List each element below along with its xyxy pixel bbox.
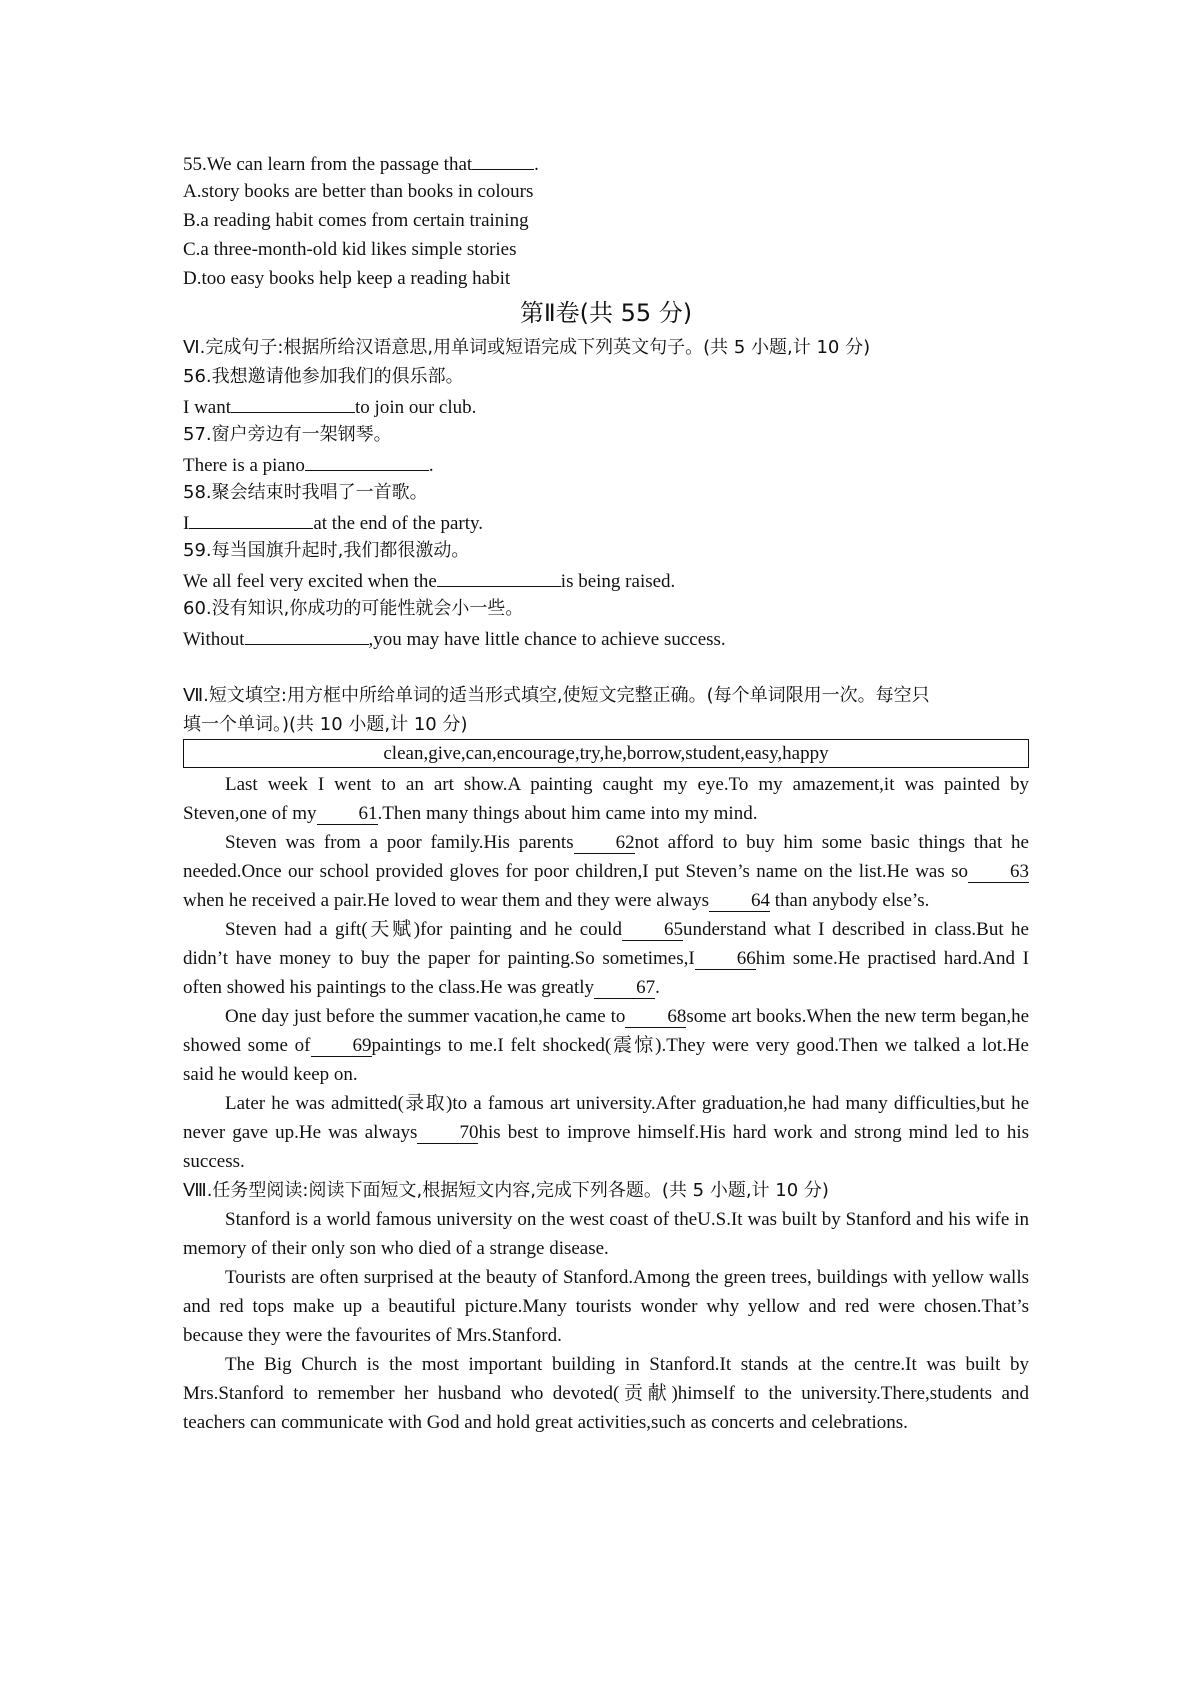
word-box: clean,give,can,encourage,try,he,borrow,student,easy,happy xyxy=(183,739,1029,768)
blank-67: 67 xyxy=(594,977,655,999)
blank-66: 66 xyxy=(695,948,756,970)
blank-64: 64 xyxy=(709,890,770,912)
blank-65: 65 xyxy=(622,919,683,941)
reading-paragraph-2: Tourists are often surprised at the beauty of Stanford.Among the green trees, buildings with yellow walls and red tops make up a beautiful picture.Many tourists wonder why yellow and red were chosen.That’s because they were the favourites of Mrs.Stanford. xyxy=(183,1267,1029,1346)
answer-blank xyxy=(231,391,355,413)
answer-blank xyxy=(472,148,534,170)
blank-68: 68 xyxy=(625,1006,686,1028)
q58-english: I at the end of the party. xyxy=(183,507,1029,536)
passage-paragraph-4: One day just before the summer vacation,he came to 68some art books.When the new term began,he showed some of 69paintings to me.I felt shocked(震惊).They were very good.Then we talked a lot.He said he would keep on. xyxy=(183,1006,1030,1085)
q56-chinese: 56.我想邀请他参加我们的俱乐部。 xyxy=(183,366,464,387)
q57-chinese: 57.窗户旁边有一架钢琴。 xyxy=(183,424,392,445)
q59-english: We all feel very excited when the is being raised. xyxy=(183,565,1029,594)
passage-paragraph-1: Last week I went to an art show.A painting caught my eye.To my amazement,it was painted by Steven,one of my 61.Then many things about him came into my mind. xyxy=(183,774,1029,824)
q55-option-b: B.a reading habit comes from certain training xyxy=(183,210,529,231)
q59-chinese: 59.每当国旗升起时,我们都很激动。 xyxy=(183,540,470,561)
blank-70: 70 xyxy=(417,1122,478,1144)
section-8-heading: Ⅷ.任务型阅读:阅读下面短文,根据短文内容,完成下列各题。(共 5 小题,计 10 分) xyxy=(183,1180,829,1201)
reading-paragraph-1: Stanford is a world famous university on the west coast of theU.S.It was built by Stanford and his wife in memory of their only son who died of a strange disease. xyxy=(183,1209,1029,1259)
q55-option-d: D.too easy books help keep a reading habit xyxy=(183,268,511,289)
passage-paragraph-3: Steven had a gift(天赋)for painting and he could 65understand what I described in class.But he didn’t have money to buy the paper for painting.So sometimes,I 66him some.He practised hard.And I often showed his paintings to the class.He was greatly 67. xyxy=(183,919,1029,998)
section-7 xyxy=(183,681,1029,1176)
question-55 xyxy=(183,148,1029,293)
section-7-heading-line-1: Ⅶ.短文填空:用方框中所给单词的适当形式填空,使短文完整正确。(每个单词限用一次。每空只 xyxy=(183,685,930,706)
section-6-heading: Ⅵ.完成句子:根据所给汉语意思,用单词或短语完成下列英文句子。(共 5 小题,计 10 分) xyxy=(183,337,871,358)
answer-blank xyxy=(437,565,561,587)
q57-english: There is a piano . xyxy=(183,449,1029,478)
reading-paragraph-3: The Big Church is the most important building in Stanford.It stands at the centre.It was built by Mrs.Stanford to remember her husband who devoted(贡献)himself to the university.There,students and teachers can communicate with God and hold great activities,such as concerts and celebrations. xyxy=(183,1354,1029,1433)
q55-option-c: C.a three-month-old kid likes simple stories xyxy=(183,239,517,260)
q60-english: Without ,you may have little chance to achieve success. xyxy=(183,623,1029,652)
exam-page xyxy=(183,148,1029,1437)
section-6 xyxy=(183,333,1029,652)
q58-chinese: 58.聚会结束时我唱了一首歌。 xyxy=(183,482,428,503)
blank-62: 62 xyxy=(574,832,635,854)
passage-paragraph-5: Later he was admitted(录取)to a famous art university.After graduation,he had many difficulties,but he never gave up.He was always 70his best to improve himself.His hard work and strong mind led to his success. xyxy=(183,1093,1029,1172)
q56-english: I want to join our club. xyxy=(183,391,1029,420)
blank-69: 69 xyxy=(311,1035,372,1057)
blank-61: 61 xyxy=(317,803,378,825)
section-8 xyxy=(183,1176,1029,1437)
answer-blank xyxy=(245,623,369,645)
q55-stem: 55.We can learn from the passage that . xyxy=(183,148,1029,177)
spacer xyxy=(183,652,1029,681)
passage-paragraph-2: Steven was from a poor family.His parents 62not afford to buy him some basic things that he needed.Once our school provided gloves for poor children,I put Steven’s name on the list.He was so 63when he received a pair.He loved to wear them and they were always 64 than anybody else’s. xyxy=(183,832,1029,911)
volume-2-title: 第Ⅱ卷(共 55 分) xyxy=(519,299,693,327)
answer-blank xyxy=(189,507,313,529)
section-7-heading-line-2: 填一个单词。)(共 10 小题,计 10 分) xyxy=(183,714,468,735)
blank-63: 63 xyxy=(968,861,1029,883)
answer-blank xyxy=(305,449,429,471)
q60-chinese: 60.没有知识,你成功的可能性就会小一些。 xyxy=(183,598,524,619)
q55-option-a: A.story books are better than books in colours xyxy=(183,181,534,202)
